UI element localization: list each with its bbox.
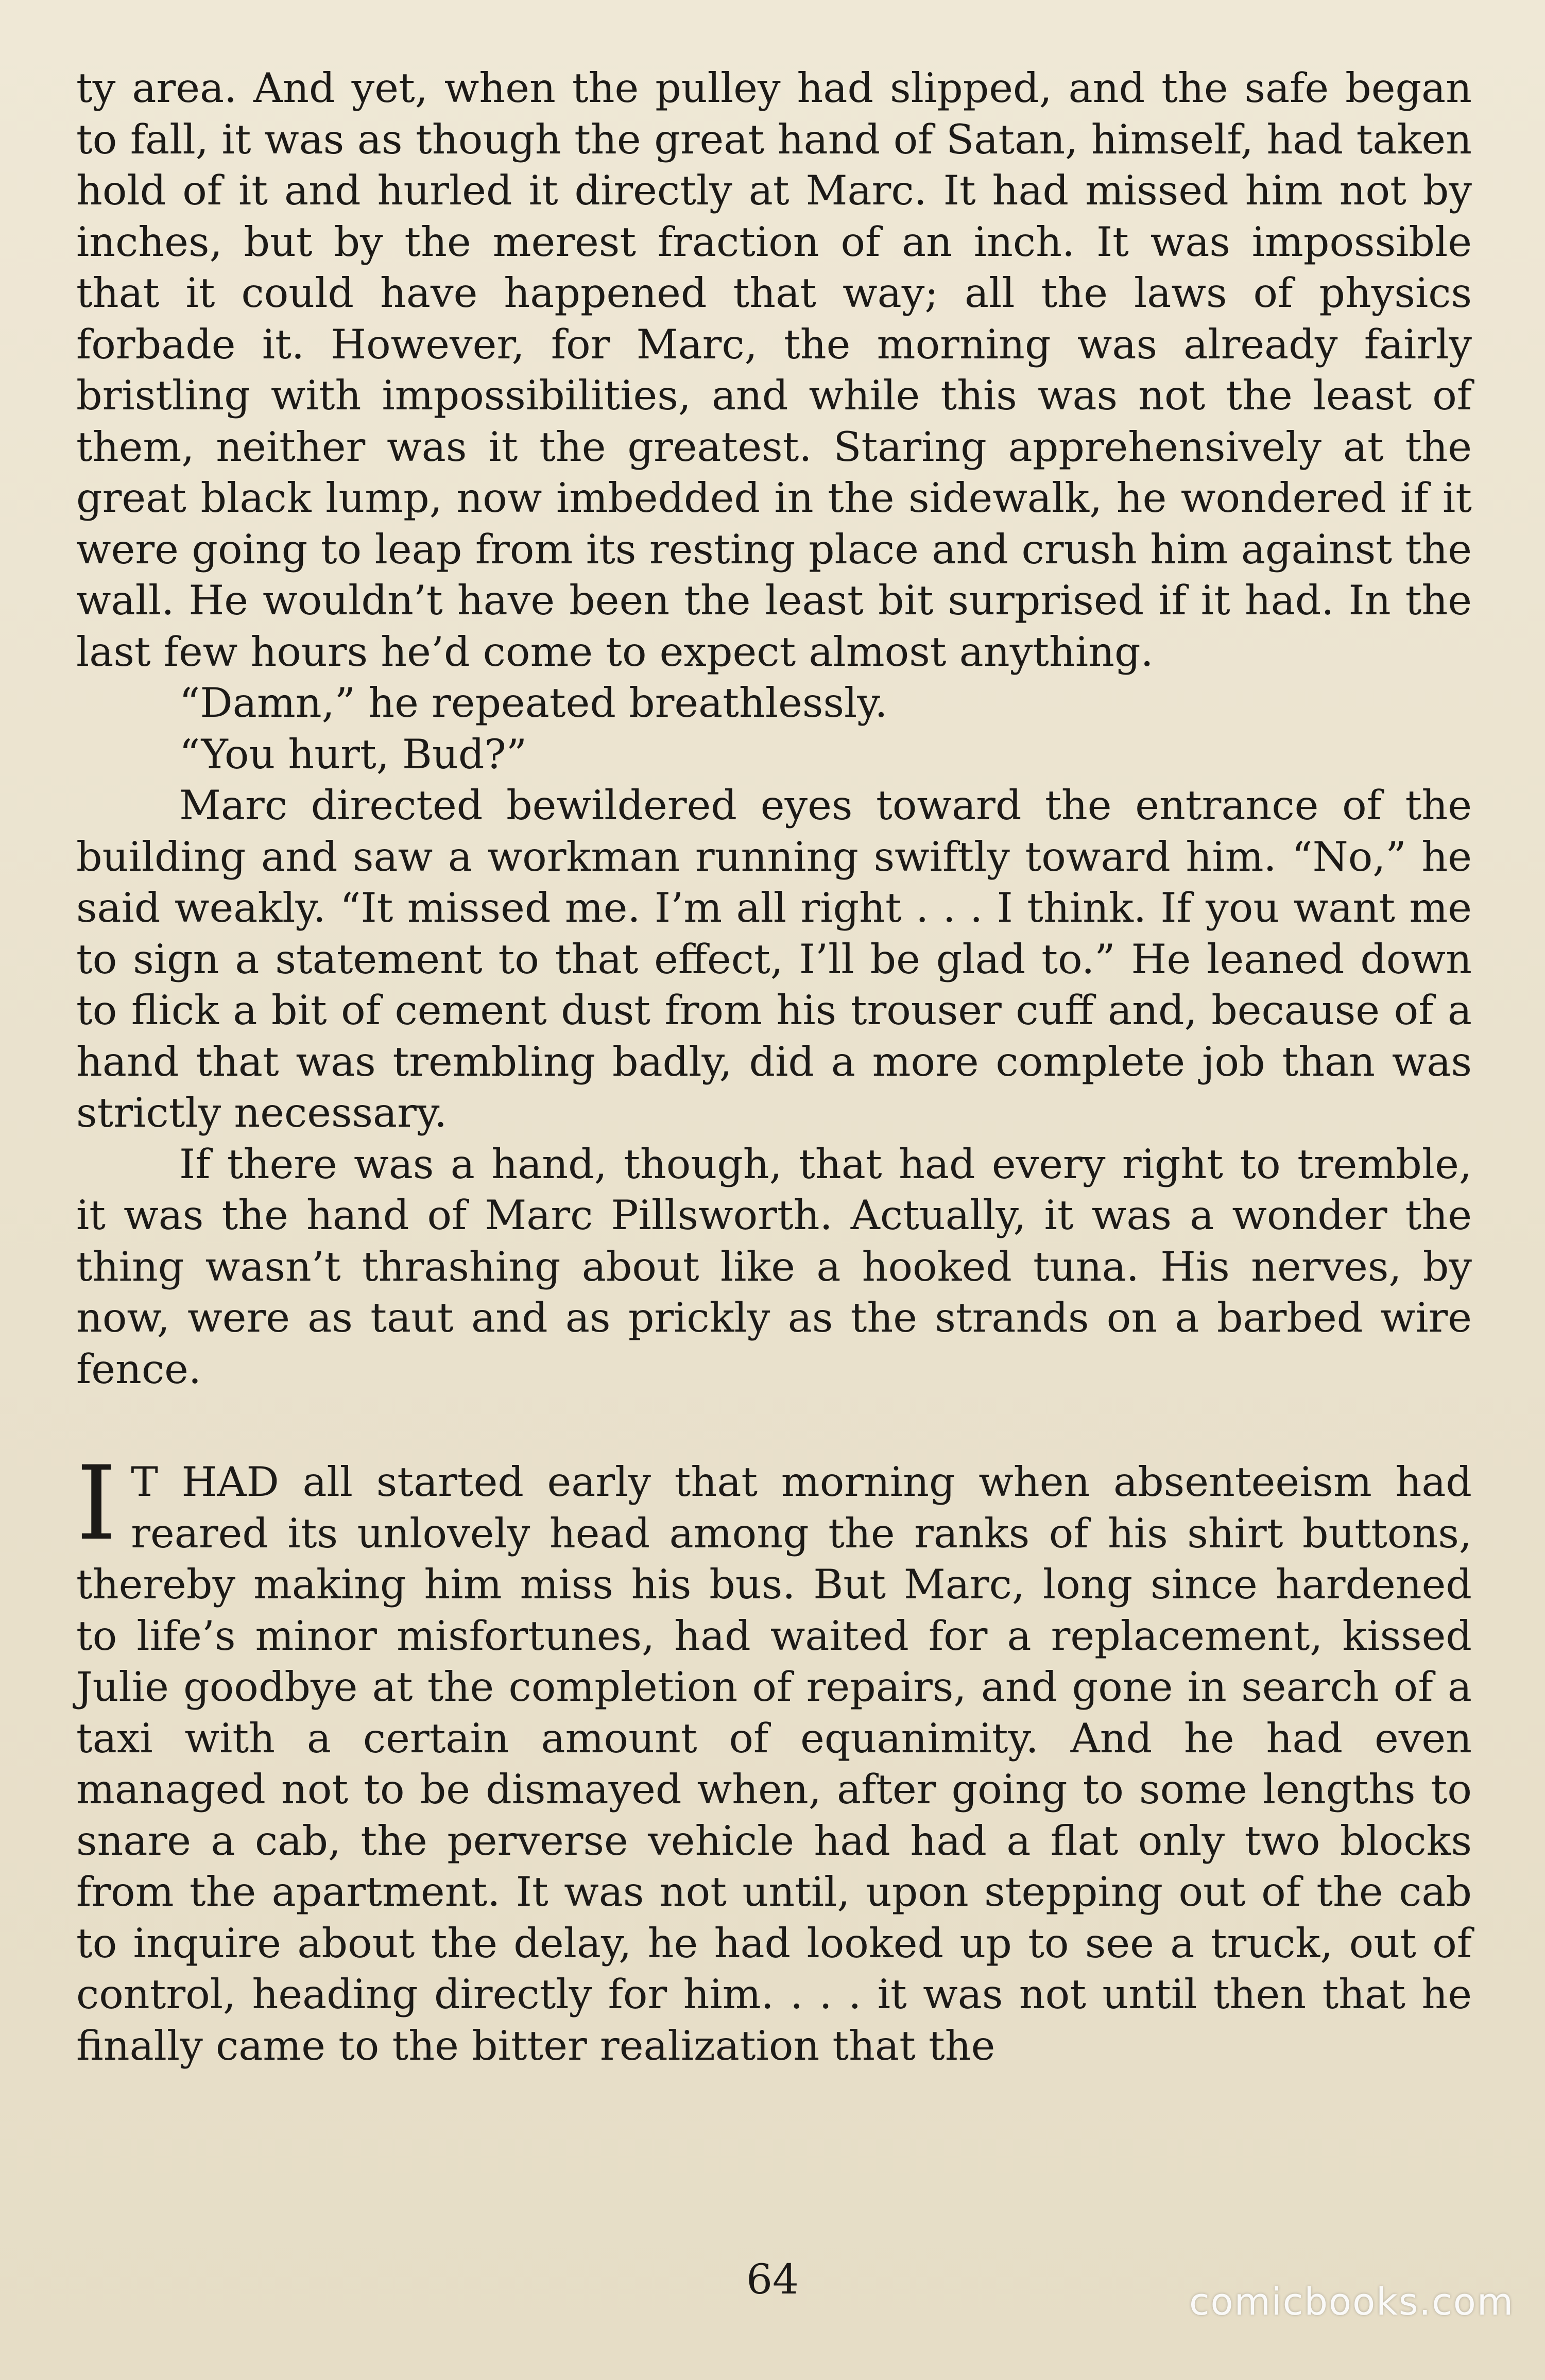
body-text	[76, 63, 1472, 2072]
paragraph-trembling-hand: If there was a hand, though, that had every right to tremble, it was the hand of Marc Pillsworth. Actually, it was a wonder the thing wasn’t thrashing about like a hooked tuna. His nerves, by now, were as taut and as prickly as the strands on a barbed wire fence.	[76, 1140, 1472, 1393]
page-number: 64	[746, 2255, 799, 2303]
paragraph-dialogue-bud: “You hurt, Bud?”	[179, 730, 527, 778]
watermark: comicbooks.com	[1189, 2280, 1514, 2323]
section-opening-paragraph	[76, 1444, 1472, 2072]
paragraph-continuation: ty area. And yet, when the pulley had slipped, and the safe began to fall, it was as though the great hand of Satan, himself, had taken hold of it and hurled it directly at Marc. It had missed him not by inches, but by the merest fraction of an inch. It was impossible that it could have happened that way; all the laws of physics forbade it. However, for Marc, the morning was already fairly bristling with impossibilities, and while this was not the least of them, neither was it the greatest. Staring apprehensively at the great black lump, now imbedded in the sidewalk, he wondered if it were going to leap from its resting place and crush him against the wall. He wouldn’t have been the least bit surprised if it had. In the last few hours he’d come to expect almost anything.	[76, 64, 1472, 676]
section-opening-text: T HAD all started early that morning when absenteeism had reared its unlovely head among the ranks of his shirt buttons, thereby making him miss his bus. But Marc, long since hardened to life’s minor misfortunes, had waited for a replacement, kissed Julie goodbye at the completion of repairs, and gone in search of a taxi with a certain amount of equanimity. And he had even managed not to be dismayed when, after going to some lengths to snare a cab, the perverse vehicle had had a flat only two blocks from the apartment. It was not until, upon stepping out of the cab to inquire about the delay, he had looked up to see a truck, out of control, heading directly for him. . . . it was not until then that he finally came to the bitter realization that the	[76, 1458, 1472, 2069]
paragraph-dialogue-damn: “Damn,” he repeated breathlessly.	[179, 679, 888, 727]
drop-cap: I	[76, 1444, 117, 1563]
paragraph-workman: Marc directed bewildered eyes toward the entrance of the building and saw a workman running swiftly toward him. “No,” he said weakly. “It missed me. I’m all right . . . I think. If you want me to sign a statement to that effect, I’ll be glad to.” He leaned down to flick a bit of cement dust from his trouser cuff and, because of a hand that was trembling badly, did a more complete job than was strictly necessary.	[76, 782, 1472, 1136]
